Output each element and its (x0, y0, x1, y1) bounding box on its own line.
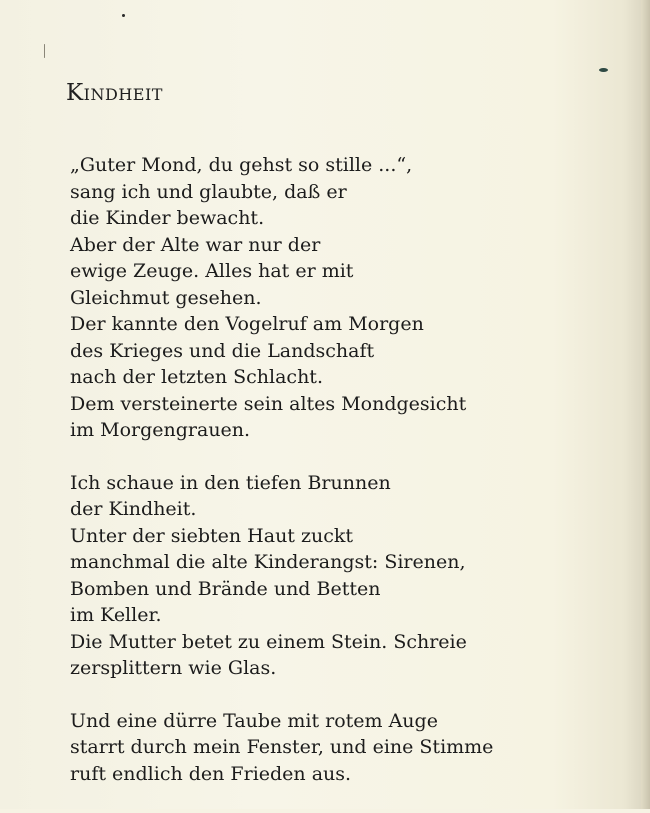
poem-line: ewige Zeuge. Alles hat er mit (70, 260, 354, 282)
poem-line: manchmal die alte Kinderangst: Sirenen, (70, 551, 466, 573)
poem-line: ruft endlich den Frieden aus. (70, 762, 352, 785)
poem-line: „Guter Mond, du gehst so stille ...“, (70, 154, 413, 176)
poem-line: im Keller. (70, 604, 162, 626)
poem-line: der Kindheit. (70, 498, 197, 520)
poem-line: nach der letzten Schlacht. (70, 366, 323, 388)
stanza (70, 708, 630, 788)
poem-line: Und eine dürre Taube mit rotem Auge (70, 709, 438, 732)
poem-line: Aber der Alte war nur der (70, 233, 321, 256)
stanza (70, 152, 630, 444)
ink-speck (122, 14, 125, 17)
poem-line: sang ich und glaubte, daß er (70, 180, 347, 203)
poem-line: des Krieges und die Landschaft (70, 339, 375, 362)
poem-body (70, 152, 630, 813)
poem-line: zersplittern wie Glas. (70, 657, 277, 679)
poem-line: Bomben und Brände und Betten (70, 577, 381, 600)
poem-line: Gleichmut gesehen. (70, 286, 262, 309)
poem-line: Ich schaue in den tiefen Brunnen (70, 471, 391, 494)
poem-line: im Morgengrauen. (70, 419, 251, 441)
poem-title: Kindheit (66, 80, 163, 106)
ink-speck (599, 68, 608, 72)
poem-line: Der kannte den Vogelruf am Morgen (70, 313, 424, 335)
ink-speck (44, 44, 45, 58)
stanza (70, 470, 630, 682)
poem-line: starrt durch mein Fenster, und eine Stimme (70, 736, 494, 758)
poem-line: die Kinder bewacht. (70, 207, 265, 229)
page-edge-shadow (641, 0, 650, 809)
poem-line: Die Mutter betet zu einem Stein. Schreie (70, 630, 467, 653)
poem-line: Unter der siebten Haut zuckt (70, 524, 354, 547)
poem-line: Dem versteinerte sein altes Mondgesicht (70, 392, 467, 415)
